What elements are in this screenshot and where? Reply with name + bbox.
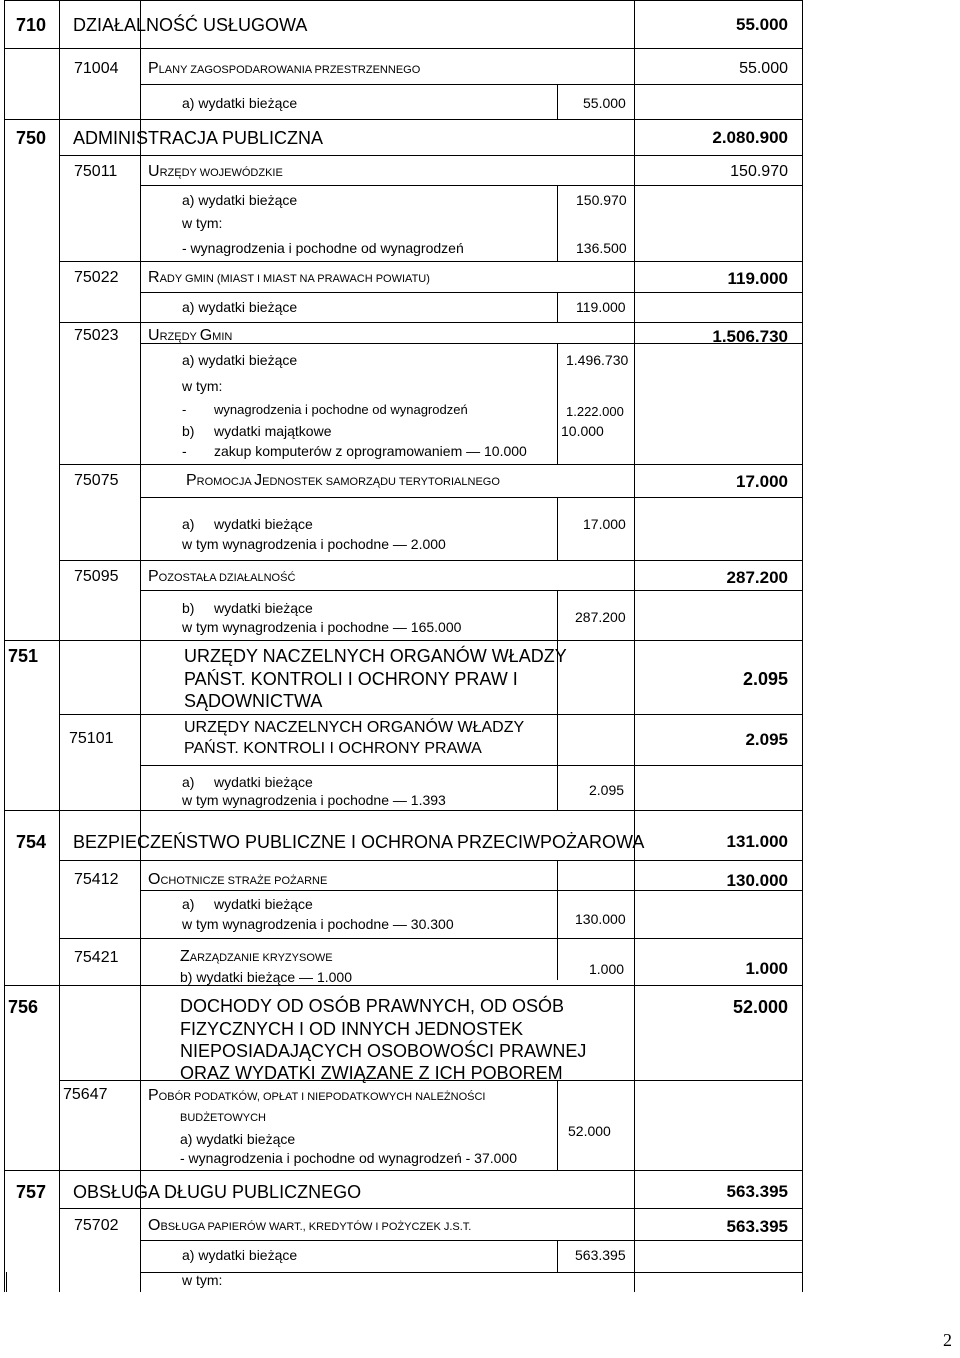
expense-amount: 17.000 [583, 516, 626, 532]
rozdzial-code: 75647 [63, 1086, 108, 1103]
table-border-left-inner [6, 1272, 7, 1292]
rozdzial-amount: 150.970 [730, 163, 788, 180]
dzial-title-line: ORAZ WYDATKI ZWIĄZANE Z ICH POBOREM [180, 1063, 563, 1083]
row-rule [59, 714, 802, 715]
dzial-title: BEZPIECZEŃSTWO PUBLICZNE I OCHRONA PRZECIWPOŻAROWA [73, 832, 645, 852]
rozdzial-title: URZĘDY GMIN [148, 327, 233, 344]
list-marker: a) [182, 774, 195, 790]
row-rule [59, 322, 802, 323]
dzial-title-line: PAŃST. KONTROLI I OCHRONY PRAW I [184, 669, 518, 689]
rozdzial-title-line: URZĘDY NACZELNYCH ORGANÓW WŁADZY [184, 719, 525, 736]
dzial-amount: 563.395 [726, 1182, 788, 1201]
expense-amount: 1.222.000 [566, 404, 624, 419]
row-rule [140, 84, 802, 85]
rozdzial-code: 75101 [69, 730, 114, 747]
expense-label: wydatki bieżące [214, 600, 313, 616]
rozdzial-amount: 1.506.730 [712, 327, 788, 346]
subcol-divider [557, 84, 558, 119]
expense-amount: 1.000 [589, 961, 625, 977]
expense-label: zakup komputerów z oprogramowaniem — 10.000 [214, 443, 527, 459]
dzial-title-line: DOCHODY OD OSÓB PRAWNYCH, OD OSÓB [180, 996, 565, 1016]
row-rule [140, 890, 802, 891]
dzial-title-line: NIEPOSIADAJĄCYCH OSOBOWOŚCI PRAWNEJ [180, 1041, 587, 1061]
row-rule [4, 640, 802, 641]
expense-label: wynagrodzenia i pochodne od wynagrodzeń [214, 402, 468, 417]
rozdzial-amount: 130.000 [726, 871, 788, 890]
rozdzial-amount: 17.000 [736, 472, 788, 491]
row-rule [4, 48, 802, 49]
row-rule [140, 765, 802, 766]
expense-amount: 2.095 [589, 782, 625, 798]
rozdzial-code: 75011 [74, 163, 118, 180]
rozdzial-code: 75023 [74, 327, 119, 344]
expense-sub: b) wydatki bieżące — 1.000 [180, 969, 352, 985]
subcol-divider [557, 590, 558, 810]
rozdzial-amount: 1.000 [745, 959, 788, 978]
dzial-title-line: FIZYCZNYCH I OD INNYCH JEDNOSTEK [180, 1019, 524, 1039]
row-rule [4, 0, 802, 1]
dzial-code: 757 [16, 1182, 47, 1202]
row-rule [59, 464, 802, 465]
row-rule [59, 560, 802, 561]
of-which-label: w tym: [182, 215, 223, 231]
expense-label: wydatki bieżące [214, 896, 313, 912]
expense-label: wydatki bieżące [214, 516, 313, 532]
dzial-code: 754 [16, 832, 47, 852]
table-border-right [802, 0, 803, 1292]
expense-sub: w tym wynagrodzenia i pochodne — 1.393 [182, 792, 446, 808]
row-rule [4, 1170, 802, 1171]
row-rule [59, 261, 802, 262]
table-border-left [4, 0, 5, 1292]
rozdzial-code: 71004 [74, 60, 119, 77]
of-which-label: w tym: [182, 378, 223, 394]
expense-sub: w tym wynagrodzenia i pochodne — 165.000 [182, 619, 462, 635]
dzial-amount: 2.095 [742, 669, 788, 689]
expense-label: a) wydatki bieżące [182, 95, 298, 111]
rozdzial-title-line: PAŃST. KONTROLI I OCHRONY PRAWA [184, 740, 482, 757]
rozdzial-amount: 55.000 [739, 60, 788, 77]
expense-amount: 563.395 [575, 1247, 626, 1263]
rozdzial-title: URZĘDY WOJEWÓDZKIE [148, 163, 283, 180]
rozdzial-code: 75412 [74, 871, 119, 888]
rozdzial-title: POZOSTAŁA DZIAŁALNOŚĆ [148, 568, 296, 585]
dzial-amount: 52.000 [732, 997, 788, 1017]
list-dash: - [182, 402, 187, 417]
expense-amount: 52.000 [568, 1123, 611, 1139]
rozdzial-title: OCHOTNICZE STRAŻE POŻARNE [148, 871, 328, 888]
row-rule [59, 155, 802, 156]
row-rule [140, 1272, 802, 1273]
expense-amount: 136.500 [576, 240, 627, 256]
rozdzial-amount: 563.395 [726, 1217, 788, 1236]
list-marker: a) [182, 896, 195, 912]
expense-label: a) wydatki bieżące [182, 299, 298, 315]
row-rule [140, 343, 802, 344]
expense-label: wydatki majątkowe [214, 423, 332, 439]
subcol-divider [557, 860, 558, 980]
rozdzial-code: 75702 [74, 1217, 119, 1234]
subcol-divider [557, 1240, 558, 1272]
rozdzial-title: POBÓR PODATKÓW, OPŁAT I NIEPODATKOWYCH NALEŻNOŚCI [148, 1087, 486, 1104]
expense-amount: 130.000 [575, 911, 626, 927]
expense-amount: 119.000 [576, 299, 626, 315]
dzial-code: 710 [16, 15, 47, 35]
subcol-divider [557, 292, 558, 322]
expense-label: a) wydatki bieżące [182, 192, 298, 208]
expense-amount: 287.200 [575, 609, 626, 625]
subcol-divider [557, 343, 558, 464]
dzial-amount: 131.000 [726, 832, 788, 851]
row-rule [140, 185, 802, 186]
dzial-code: 750 [16, 128, 47, 148]
page-number: 2 [943, 1330, 952, 1350]
dzial-title-line: SĄDOWNICTWA [184, 691, 323, 711]
expense-label: - wynagrodzenia i pochodne od wynagrodzeń [182, 240, 464, 256]
expense-label: a) wydatki bieżące [182, 352, 298, 368]
subcol-divider [557, 497, 558, 560]
rozdzial-code: 75421 [74, 949, 119, 966]
expense-amount: 150.970 [576, 192, 627, 208]
rozdzial-title: PLANY ZAGOSPODAROWANIA PRZESTRZENNEGO [148, 60, 421, 77]
col-divider-dzial [59, 0, 60, 1292]
expense-label: wydatki bieżące [214, 774, 313, 790]
list-marker: b) [182, 600, 195, 616]
rozdzial-code: 75022 [74, 269, 119, 286]
dzial-title-line: URZĘDY NACZELNYCH ORGANÓW WŁADZY [184, 646, 567, 666]
subcol-divider [557, 1080, 558, 1170]
row-rule [140, 497, 802, 498]
dzial-code: 751 [8, 646, 39, 666]
row-rule [140, 1240, 802, 1241]
expense-sub: w tym wynagrodzenia i pochodne — 30.300 [182, 916, 454, 932]
rozdzial-amount: 2.095 [745, 730, 788, 749]
of-which-label: w tym: [182, 1272, 223, 1288]
expense-label: a) wydatki bieżące [182, 1247, 298, 1263]
list-dash: - [182, 443, 187, 459]
list-marker: a) [182, 516, 195, 532]
col-divider-rozdzial [140, 0, 141, 1292]
dzial-title: ADMINISTRACJA PUBLICZNA [73, 128, 324, 148]
expense-label: a) wydatki bieżące [180, 1131, 296, 1147]
rozdzial-title: OBSŁUGA PAPIERÓW WART., KREDYTÓW I POŻYCZEK J.S.T. [148, 1217, 472, 1234]
row-rule [140, 292, 802, 293]
rozdzial-code: 75075 [74, 472, 119, 489]
rozdzial-title: ZARZĄDZANIE KRYZYSOWE [180, 948, 333, 965]
expense-sub: w tym wynagrodzenia i pochodne — 2.000 [182, 536, 446, 552]
row-rule [59, 938, 802, 939]
row-rule [140, 590, 802, 591]
col-divider-amount [634, 0, 635, 1292]
row-rule [59, 860, 802, 861]
rozdzial-amount: 287.200 [726, 568, 788, 587]
row-rule [4, 119, 802, 120]
subcol-divider [557, 185, 558, 261]
rozdzial-title: PROMOCJA JEDNOSTEK SAMORZĄDU TERYTORIALNEGO [186, 472, 500, 489]
row-rule [4, 985, 802, 986]
expense-amount: 55.000 [583, 95, 626, 111]
expense-amount: 1.496.730 [566, 352, 629, 368]
rozdzial-title: RADY GMIN (MIAST I MIAST NA PRAWACH POWIATU) [148, 269, 430, 286]
rozdzial-amount: 119.000 [727, 269, 788, 288]
list-marker: b) [182, 423, 195, 439]
expense-label: - wynagrodzenia i pochodne od wynagrodzeń - 37.000 [180, 1150, 518, 1166]
dzial-code: 756 [8, 997, 39, 1017]
rozdzial-code: 75095 [74, 568, 119, 585]
row-rule [4, 810, 802, 811]
dzial-amount: 2.080.900 [712, 128, 788, 147]
row-rule [59, 1208, 802, 1209]
dzial-title: OBSŁUGA DŁUGU PUBLICZNEGO [73, 1182, 362, 1202]
rozdzial-title-cont: BUDŻETOWYCH [180, 1112, 266, 1124]
dzial-amount: 55.000 [736, 15, 788, 34]
expense-amount: 10.000 [561, 423, 604, 439]
dzial-title: DZIAŁALNOŚĆ USŁUGOWA [73, 15, 308, 35]
